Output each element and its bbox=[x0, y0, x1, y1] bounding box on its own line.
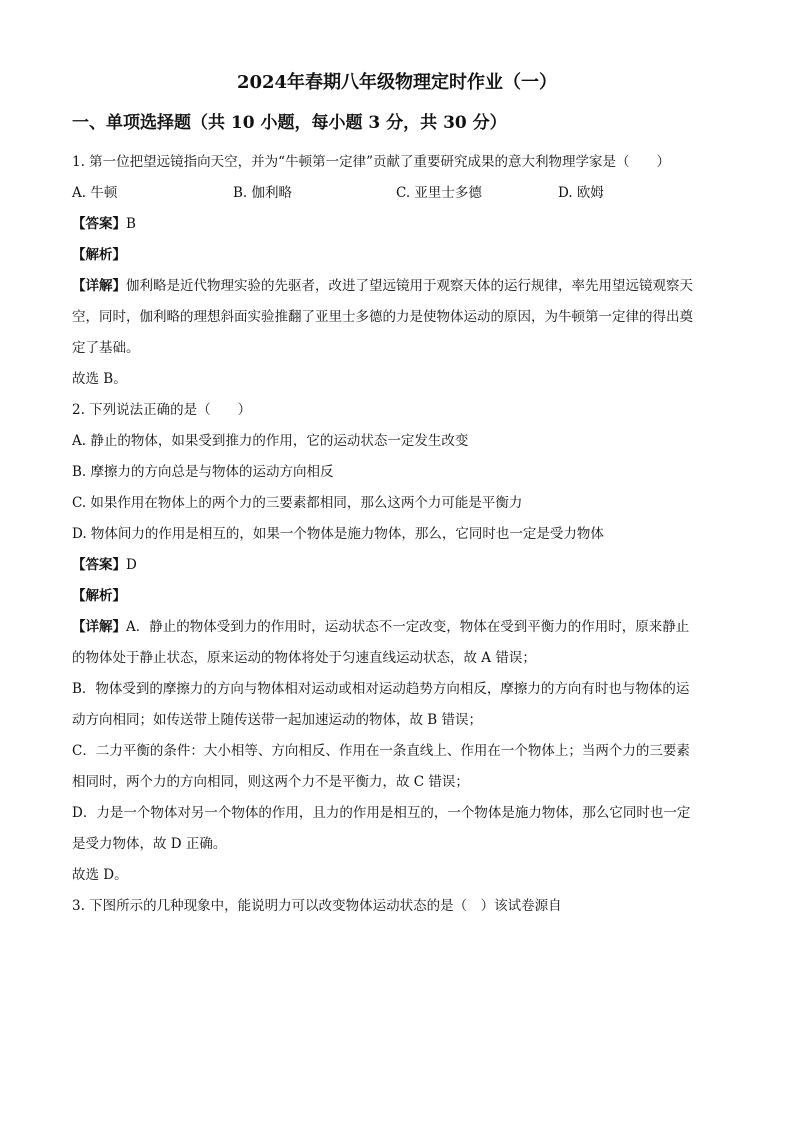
answer-value: D bbox=[126, 557, 137, 573]
question-1-detail-line bbox=[72, 271, 722, 302]
question-1-conclusion: 故选 B。 bbox=[72, 371, 127, 387]
question-1-stem: 1. 第一位把望远镜指向天空，并为“牛顿第一定律”贡献了重要研究成果的意大利物理学家是（ ） bbox=[72, 154, 670, 170]
page-title: 2024年春期八年级物理定时作业（一） bbox=[236, 72, 558, 93]
question-2-stem: 2. 下列说法正确的是（ ） bbox=[72, 402, 252, 418]
question-2-detail-line: 相同时，两个力的方向相同，则这两个力不是平衡力，故 C 错误； bbox=[72, 774, 469, 790]
question-3-stem: 3. 下图所示的几种现象中，能说明力可以改变物体运动状态的是（ ）该试卷源自 bbox=[72, 898, 562, 914]
question-2-conclusion: 故选 D。 bbox=[72, 867, 128, 883]
detail-text: A．静止的物体受到力的作用时，运动状态不一定改变，物体在受到平衡力的作用时，原来静止 bbox=[126, 619, 690, 635]
question-2-detail-line: 的物体处于静止状态，原来运动的物体将处于匀速直线运动状态，故 A 错误； bbox=[72, 650, 536, 666]
question-1-option-d: D. 欧姆 bbox=[558, 185, 604, 201]
question-1-option-a: A. 牛顿 bbox=[72, 185, 118, 201]
document-body bbox=[72, 147, 722, 922]
question-1-detail-line: 定了基础。 bbox=[72, 340, 140, 356]
detail-tag: 【详解】 bbox=[72, 278, 126, 294]
question-2-option-c: C. 如果作用在物体上的两个力的三要素都相同，那么这两个力可能是平衡力 bbox=[72, 495, 523, 511]
question-2-detail-line: C．二力平衡的条件：大小相等、方向相反、作用在一条直线上、作用在一个物体上；当两个力的三要素 bbox=[72, 743, 690, 759]
question-2-detail-line: 动方向相同；如传送带上随传送带一起加速运动的物体，故 B 错误； bbox=[72, 712, 483, 728]
question-2-detail-line: 是受力物体，故 D 正确。 bbox=[72, 836, 227, 852]
question-1-options bbox=[72, 178, 722, 209]
question-2-option-a: A. 静止的物体，如果受到推力的作用，它的运动状态一定发生改变 bbox=[72, 433, 469, 449]
question-1-option-c: C. 亚里士多德 bbox=[396, 185, 482, 201]
answer-tag: 【答案】 bbox=[72, 557, 126, 573]
question-1-analysis-tag: 【解析】 bbox=[72, 247, 126, 263]
question-2-detail-line: D．力是一个物体对另一个物体的作用，且力的作用是相互的，一个物体是施力物体，那么它同时也一定 bbox=[72, 805, 691, 821]
section-heading: 一、单项选择题（共 10 小题，每小题 3 分，共 30 分） bbox=[72, 113, 507, 133]
question-2-detail-line: B．物体受到的摩擦力的方向与物体相对运动或相对运动趋势方向相反，摩擦力的方向有时也与物体的运 bbox=[72, 681, 690, 697]
question-2-detail-line bbox=[72, 612, 722, 643]
question-2-answer bbox=[72, 550, 722, 581]
answer-value: B bbox=[126, 216, 136, 232]
question-2-option-b: B. 摩擦力的方向总是与物体的运动方向相反 bbox=[72, 464, 334, 480]
detail-tag: 【详解】 bbox=[72, 619, 126, 635]
question-2-analysis-tag: 【解析】 bbox=[72, 588, 126, 604]
question-2-option-d: D. 物体间力的作用是相互的，如果一个物体是施力物体，那么，它同时也一定是受力物体 bbox=[72, 526, 604, 542]
question-1-option-b: B. 伽利略 bbox=[233, 185, 293, 201]
question-1-detail-line: 空，同时，伽利略的理想斜面实验推翻了亚里士多德的力是使物体运动的原因，为牛顿第一定律的得出奠 bbox=[72, 309, 693, 325]
detail-text: 伽利略是近代物理实验的先驱者，改进了望远镜用于观察天体的运行规律，率先用望远镜观察天 bbox=[126, 278, 693, 294]
answer-tag: 【答案】 bbox=[72, 216, 126, 232]
question-1-answer bbox=[72, 209, 722, 240]
